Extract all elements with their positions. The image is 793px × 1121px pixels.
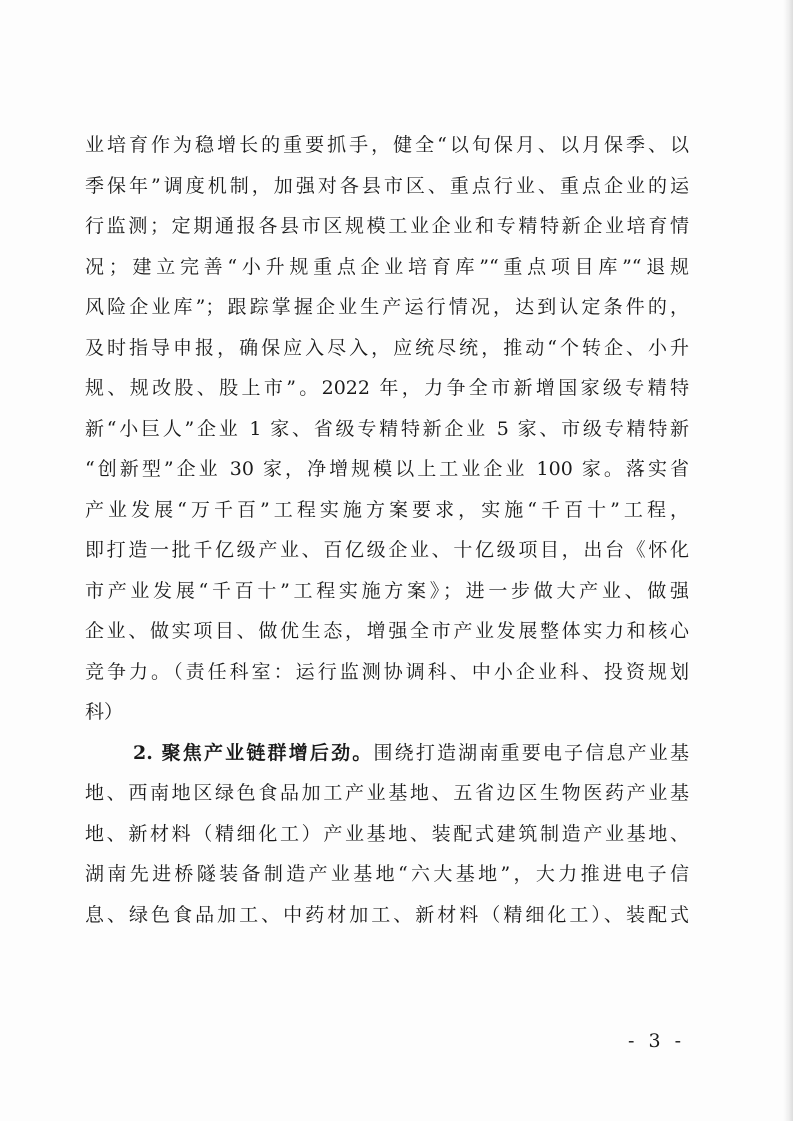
text-line: 及时指导申报，确保应入尽入，应统尽统，推动“个转企、小升 (85, 336, 689, 359)
text-line: 行监测；定期通报各县市区规模工业企业和专精特新企业培育情 (85, 215, 689, 237)
body-text (85, 125, 689, 935)
page-edge-shadow (783, 0, 793, 1121)
page-number: - 3 - (628, 1030, 686, 1052)
text-line: 企业、做实项目、做优生态，增强全市产业发展整体实力和核心 (85, 620, 689, 642)
text-line: 湖南先进桥隧装备制造产业基地“六大基地”，大力推进电子信 (85, 863, 689, 885)
section-first-line-text: 围绕打造湖南重要电子信息产业基 (373, 741, 689, 764)
text-line: 产业发展“万千百”工程实施方案要求，实施“千百十”工程， (85, 498, 689, 521)
text-line: 新“小巨人”企业 1 家、省级专精特新企业 5 家、市级专精特新 (85, 417, 689, 440)
text-line: 竞争力。（责任科室：运行监测协调科、中小企业科、投资规划 (85, 660, 689, 683)
text-line: 地、新材料（精细化工）产业基地、装配式建筑制造产业基地、 (85, 822, 689, 845)
text-line: 息、绿色食品加工、中药材加工、新材料（精细化工）、装配式 (85, 903, 689, 926)
section-heading: 2. 聚焦产业链群增后劲。 (133, 741, 374, 764)
text-line: 地、西南地区绿色食品加工产业基地、五省边区生物医药产业基 (85, 782, 689, 804)
text-line: 业培育作为稳增长的重要抓手，健全“以旬保月、以月保季、以 (85, 134, 689, 156)
text-line: 即打造一批千亿级产业、百亿级企业、十亿级项目，出台《怀化 (85, 539, 689, 561)
section-first-line (85, 733, 689, 774)
text-line: 况；建立完善“小升规重点企业培育库”“重点项目库”“退规 (85, 255, 689, 278)
text-line: 风险企业库”；跟踪掌握企业生产运行情况，达到认定条件的， (85, 296, 689, 318)
text-line: “创新型”企业 30 家，净增规模以上工业企业 100 家。落实省 (85, 458, 689, 480)
text-line: 季保年”调度机制，加强对各县市区、重点行业、重点企业的运 (85, 174, 689, 197)
text-line: 科） (85, 701, 124, 723)
text-line: 市产业发展“千百十”工程实施方案》；进一步做大产业、做强 (85, 579, 689, 602)
text-line: 规、规改股、股上市”。2022 年，力争全市新增国家级专精特 (85, 377, 689, 399)
